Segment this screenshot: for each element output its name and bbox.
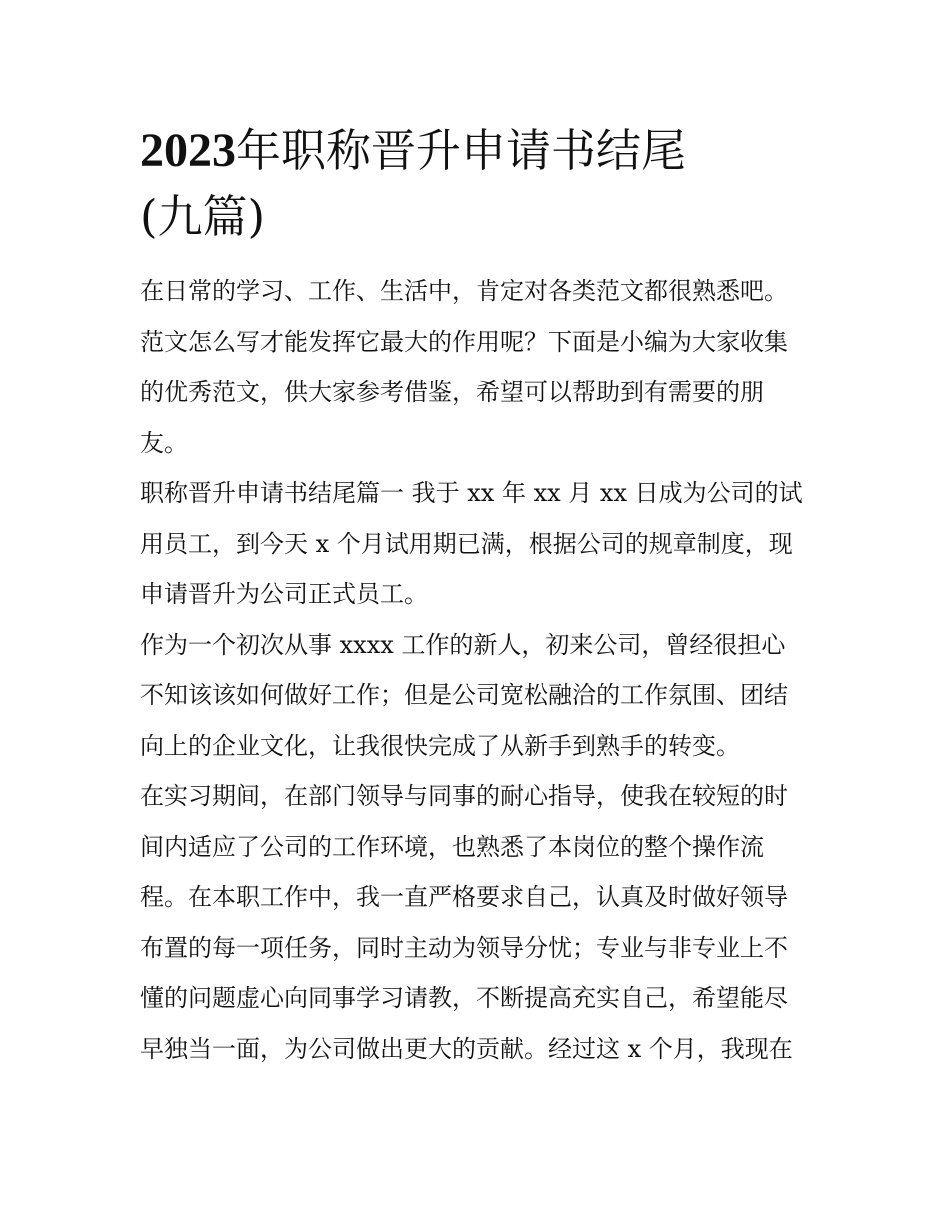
document-body	[140, 266, 815, 1074]
paragraph-line: 职称晋升申请书结尾篇一 我于 xx 年 xx 月 xx 日成为公司的试	[140, 479, 803, 507]
paragraph-line: 作为一个初次从事 xxxx 工作的新人，初来公司，曾经很担心	[140, 630, 786, 659]
paragraph-line: 向上的企业文化，让我很快完成了从新手到熟手的转变。	[140, 731, 740, 760]
paragraph-line: 用员工，到今天 x 个月试用期已满，根据公司的规章制度，现	[140, 529, 793, 558]
paragraph-intro	[140, 266, 815, 468]
document-title	[140, 118, 815, 250]
paragraph-line: 在日常的学习、工作、生活中，肯定对各类范文都很熟悉吧。	[140, 277, 788, 305]
paragraph-line: 在实习期间，在部门领导与同事的耐心指导，使我在较短的时	[140, 782, 788, 810]
document-content	[140, 118, 815, 1074]
title-line-1	[140, 118, 815, 184]
paragraph-line: 不知该该如何做好工作；但是公司宽松融洽的工作氛围、团结	[140, 681, 788, 709]
paragraph-line: 申请晋升为公司正式员工。	[140, 580, 428, 608]
paragraph-line: 间内适应了公司的工作环境，也熟悉了本岗位的整个操作流	[140, 832, 764, 861]
title-year: 2023	[140, 124, 236, 177]
paragraph-line: 早独当一面，为公司做出更大的贡献。经过这 x 个月，我现在	[140, 1034, 793, 1063]
title-line-2: (九篇)	[140, 190, 266, 243]
paragraph-line: 范文怎么写才能发挥它最大的作用呢？下面是小编为大家收集	[140, 327, 788, 356]
title-text: 年职称晋升申请书结尾	[236, 124, 687, 177]
paragraph-3	[140, 771, 815, 1074]
paragraph-line: 友。	[140, 428, 188, 457]
paragraph-1	[140, 468, 815, 620]
paragraph-line: 的优秀范文，供大家参考借鉴，希望可以帮助到有需要的朋	[140, 378, 764, 406]
paragraph-line: 布置的每一项任务，同时主动为领导分忧；专业与非专业上不	[140, 933, 788, 962]
paragraph-line: 懂的问题虚心向同事学习请教，不断提高充实自己，希望能尽	[140, 984, 788, 1012]
paragraph-line: 程。在本职工作中，我一直严格要求自己，认真及时做好领导	[140, 883, 788, 911]
paragraph-2	[140, 620, 815, 772]
